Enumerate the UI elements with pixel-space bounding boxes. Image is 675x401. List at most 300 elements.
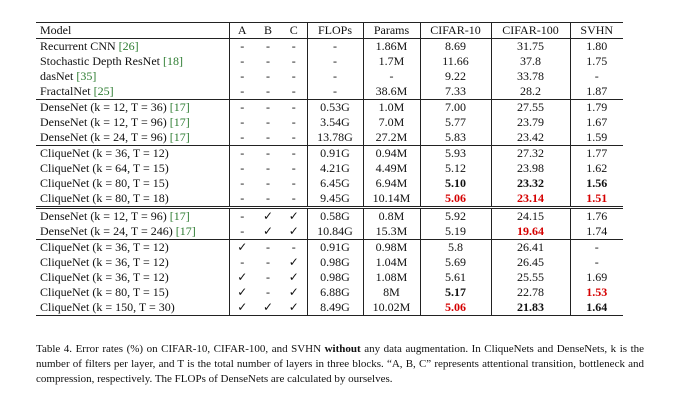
cell-cifar100 xyxy=(491,84,570,100)
table-row xyxy=(36,240,623,256)
cell-cifar100 xyxy=(491,39,570,55)
cell-cifar100 xyxy=(491,285,570,300)
cell-cifar10-value: 5.06 xyxy=(445,300,466,314)
cell-c xyxy=(281,69,307,84)
header-flops: FLOPs xyxy=(307,23,363,39)
cell-b-value: - xyxy=(266,115,270,129)
cell-params-value: 1.86M xyxy=(375,39,408,53)
cell-flops xyxy=(307,285,363,300)
table-row xyxy=(36,270,623,285)
cell-params xyxy=(363,161,420,176)
cell-a xyxy=(229,115,255,130)
model-name: CliqueNet (k = 150, T = 30) xyxy=(40,300,175,314)
cell-cifar10 xyxy=(420,161,491,176)
cell-cifar10-value: 5.8 xyxy=(448,240,463,254)
cell-model xyxy=(36,39,229,55)
cell-params xyxy=(363,130,420,146)
header-c: C xyxy=(281,23,307,39)
cell-flops-value: 0.91G xyxy=(320,146,350,160)
cell-params xyxy=(363,208,420,225)
cell-cifar100 xyxy=(491,115,570,130)
cell-svhn xyxy=(570,161,623,176)
cell-b xyxy=(255,191,281,208)
cell-cifar100-value: 33.78 xyxy=(517,69,544,83)
cell-c xyxy=(281,285,307,300)
cell-flops-value: - xyxy=(333,39,337,53)
cell-flops xyxy=(307,54,363,69)
cell-params xyxy=(363,176,420,191)
cell-cifar100 xyxy=(491,100,570,116)
cell-svhn xyxy=(570,300,623,316)
caption-bold: without xyxy=(324,343,361,355)
cell-cifar10-value: 9.22 xyxy=(445,69,466,83)
citation-link[interactable]: [17] xyxy=(169,115,190,129)
cell-params-value: 15.3M xyxy=(375,224,408,238)
cell-cifar10-value: 5.10 xyxy=(445,176,466,190)
cell-model xyxy=(36,54,229,69)
cell-params-value: 10.14M xyxy=(372,191,411,205)
cell-flops-value: 13.78G xyxy=(317,130,353,144)
cell-cifar100 xyxy=(491,146,570,162)
cell-b xyxy=(255,208,281,225)
cell-svhn xyxy=(570,240,623,256)
cell-b xyxy=(255,69,281,84)
cell-params-value: 4.49M xyxy=(375,161,408,175)
citation-link[interactable]: [26] xyxy=(118,39,139,53)
cell-params-value: - xyxy=(389,69,394,83)
cell-model xyxy=(36,161,229,176)
cell-a-value: - xyxy=(240,224,245,238)
cell-cifar100-value: 27.32 xyxy=(517,146,544,160)
cell-model xyxy=(36,100,229,116)
cell-b xyxy=(255,39,281,55)
cell-a-value: ✓ xyxy=(237,270,248,284)
cell-b-value: - xyxy=(266,191,270,205)
cell-model xyxy=(36,255,229,270)
cell-b xyxy=(255,224,281,240)
cell-c-value: - xyxy=(291,191,296,205)
cell-svhn-value: 1.79 xyxy=(586,100,608,114)
cell-model xyxy=(36,84,229,100)
model-name: DenseNet (k = 12, T = 96) xyxy=(40,209,170,223)
cell-params xyxy=(363,115,420,130)
cell-cifar10-value: 7.33 xyxy=(445,84,466,98)
table-row xyxy=(36,100,623,116)
cell-c-value: - xyxy=(291,100,296,114)
cell-params xyxy=(363,100,420,116)
cell-c xyxy=(281,240,307,256)
cell-c-value: - xyxy=(291,84,296,98)
cell-cifar100 xyxy=(491,191,570,208)
cell-c-value: - xyxy=(291,176,296,190)
cell-a-value: - xyxy=(240,176,245,190)
cell-c xyxy=(281,255,307,270)
cell-a-value: - xyxy=(240,209,245,223)
cell-cifar100-value: 23.32 xyxy=(517,176,544,190)
cell-cifar100-value: 23.79 xyxy=(517,115,544,129)
cell-flops xyxy=(307,270,363,285)
cell-c xyxy=(281,224,307,240)
table-row xyxy=(36,224,623,240)
cell-cifar10 xyxy=(420,130,491,146)
cell-cifar10 xyxy=(420,146,491,162)
cell-cifar10-value: 5.77 xyxy=(445,115,466,129)
cell-b-value: - xyxy=(266,100,270,114)
cell-cifar10 xyxy=(420,224,491,240)
cell-c-value: - xyxy=(291,161,296,175)
cell-params-value: 1.0M xyxy=(378,100,405,114)
cell-svhn-value: 1.75 xyxy=(586,54,608,68)
cell-svhn-value: 1.51 xyxy=(586,191,608,205)
cell-params-value: 10.02M xyxy=(372,300,411,314)
cell-c-value: ✓ xyxy=(288,285,299,299)
cell-svhn-value: 1.69 xyxy=(586,270,608,284)
cell-svhn-value: 1.74 xyxy=(586,224,608,238)
cell-params xyxy=(363,224,420,240)
cell-cifar10-value: 8.69 xyxy=(445,39,466,53)
cell-params-value: 7.0M xyxy=(378,115,405,129)
cell-params xyxy=(363,255,420,270)
cell-cifar10 xyxy=(420,100,491,116)
cell-cifar10-value: 5.19 xyxy=(445,224,466,238)
cell-a xyxy=(229,130,255,146)
cell-a-value: - xyxy=(240,100,245,114)
cell-a-value: ✓ xyxy=(237,285,248,299)
cell-model xyxy=(36,224,229,240)
cell-a xyxy=(229,208,255,225)
cell-b xyxy=(255,285,281,300)
cell-flops xyxy=(307,130,363,146)
cell-svhn xyxy=(570,255,623,270)
cell-flops-value: 6.45G xyxy=(320,176,350,190)
cell-svhn xyxy=(570,191,623,208)
citation-link[interactable]: [18] xyxy=(162,54,183,68)
cell-b xyxy=(255,115,281,130)
citation-link[interactable]: [17] xyxy=(175,224,196,238)
cell-cifar100-value: 22.78 xyxy=(517,285,544,299)
cell-b xyxy=(255,84,281,100)
cell-flops xyxy=(307,161,363,176)
cell-flops-value: 4.21G xyxy=(320,161,350,175)
cell-a-value: - xyxy=(240,161,245,175)
cell-cifar10 xyxy=(420,255,491,270)
table-row xyxy=(36,285,623,300)
cell-params-value: 6.94M xyxy=(375,176,408,190)
cell-flops xyxy=(307,69,363,84)
cell-flops-value: - xyxy=(333,54,337,68)
cell-b-value: - xyxy=(266,176,270,190)
table-row xyxy=(36,161,623,176)
table-row xyxy=(36,208,623,225)
cell-cifar100-value: 23.42 xyxy=(517,130,544,144)
cell-c-value: - xyxy=(291,39,296,53)
cell-c-value: - xyxy=(291,240,296,254)
cell-flops-value: 10.84G xyxy=(317,224,353,238)
cell-c-value: - xyxy=(291,69,296,83)
model-name: FractalNet xyxy=(40,84,94,98)
cell-cifar10 xyxy=(420,84,491,100)
cell-a xyxy=(229,240,255,256)
cell-a xyxy=(229,100,255,116)
table-row xyxy=(36,54,623,69)
table-header-row xyxy=(36,23,623,39)
cell-b xyxy=(255,300,281,316)
cell-params-value: 27.2M xyxy=(375,130,408,144)
model-name: dasNet xyxy=(40,69,77,83)
header-a: A xyxy=(229,23,255,39)
cell-cifar10-value: 5.92 xyxy=(445,209,466,223)
citation-link[interactable]: [25] xyxy=(93,84,114,98)
cell-cifar100 xyxy=(491,176,570,191)
cell-a xyxy=(229,285,255,300)
cell-c xyxy=(281,100,307,116)
cell-a xyxy=(229,54,255,69)
cell-svhn-value: 1.53 xyxy=(586,285,608,299)
cell-b-value: - xyxy=(266,39,270,53)
table-row xyxy=(36,146,623,162)
cell-cifar10 xyxy=(420,300,491,316)
cell-cifar10 xyxy=(420,240,491,256)
cell-b-value: - xyxy=(266,146,270,160)
cell-flops xyxy=(307,84,363,100)
cell-b xyxy=(255,146,281,162)
cell-b-value: - xyxy=(266,255,270,269)
cell-cifar100-value: 25.55 xyxy=(517,270,544,284)
cell-params-value: 0.8M xyxy=(378,209,405,223)
model-name: CliqueNet (k = 36, T = 12) xyxy=(40,240,169,254)
cell-cifar10 xyxy=(420,270,491,285)
table-body xyxy=(36,39,623,316)
cell-flops-value: 0.98G xyxy=(320,270,350,284)
cell-a-value: - xyxy=(240,130,245,144)
cell-flops xyxy=(307,255,363,270)
cell-b-value: ✓ xyxy=(262,224,274,238)
cell-svhn-value: 1.59 xyxy=(586,130,608,144)
cell-svhn-value: 1.56 xyxy=(586,176,608,190)
cell-flops xyxy=(307,39,363,55)
cell-params xyxy=(363,39,420,55)
cell-cifar10 xyxy=(420,208,491,225)
cell-cifar10-value: 5.69 xyxy=(445,255,466,269)
citation-link[interactable]: [35] xyxy=(76,69,97,83)
cell-a-value: - xyxy=(240,255,245,269)
cell-svhn-value: 1.67 xyxy=(586,115,608,129)
cell-svhn-value: 1.76 xyxy=(586,209,608,223)
cell-c-value: ✓ xyxy=(288,270,299,284)
cell-model xyxy=(36,176,229,191)
cell-a-value: - xyxy=(240,69,245,83)
cell-model xyxy=(36,208,229,225)
header-b: B xyxy=(255,23,281,39)
cell-svhn-value: 1.62 xyxy=(586,161,608,175)
citation-link[interactable]: [17] xyxy=(169,100,190,114)
cell-model xyxy=(36,115,229,130)
cell-cifar100 xyxy=(491,54,570,69)
cell-cifar10-value: 5.61 xyxy=(445,270,466,284)
cell-svhn-value: - xyxy=(594,255,599,269)
cell-cifar100-value: 26.45 xyxy=(517,255,544,269)
table-row xyxy=(36,255,623,270)
citation-link[interactable]: [17] xyxy=(169,130,190,144)
table-row xyxy=(36,300,623,316)
cell-a xyxy=(229,255,255,270)
cell-c-value: ✓ xyxy=(288,209,299,223)
model-name: DenseNet (k = 12, T = 36) xyxy=(40,100,170,114)
cell-params xyxy=(363,240,420,256)
cell-flops xyxy=(307,115,363,130)
cell-b xyxy=(255,255,281,270)
cell-params-value: 1.7M xyxy=(378,54,405,68)
cell-flops-value: 0.53G xyxy=(320,100,350,114)
cell-params xyxy=(363,270,420,285)
cell-a xyxy=(229,224,255,240)
cell-cifar10 xyxy=(420,39,491,55)
cell-flops xyxy=(307,176,363,191)
header-cifar10: CIFAR-10 xyxy=(420,23,491,39)
cell-cifar10-value: 5.12 xyxy=(445,161,466,175)
cell-b xyxy=(255,161,281,176)
table-row xyxy=(36,69,623,84)
cell-cifar10 xyxy=(420,115,491,130)
table-row xyxy=(36,115,623,130)
header-svhn: SVHN xyxy=(570,23,623,39)
cell-b-value: - xyxy=(266,285,270,299)
cell-cifar100 xyxy=(491,240,570,256)
caption-part2: any data augmentation. In CliqueNets and DenseNets, k is the number of filters per layer, and T is the total number of layers in three blocks. “A, B, C” represents attentional transition, bottleneck and compression, respectively. The FLOPs of DenseNets are calculated by ourselves. xyxy=(36,343,645,385)
model-name: DenseNet (k = 24, T = 96) xyxy=(40,130,170,144)
cell-c xyxy=(281,176,307,191)
table-row xyxy=(36,84,623,100)
cell-c xyxy=(281,208,307,225)
cell-c xyxy=(281,130,307,146)
citation-link[interactable]: [17] xyxy=(169,209,190,223)
cell-cifar100-value: 21.83 xyxy=(517,300,544,314)
cell-svhn-value: - xyxy=(594,240,599,254)
cell-params-value: 8M xyxy=(383,285,400,299)
cell-a xyxy=(229,69,255,84)
cell-svhn xyxy=(570,84,623,100)
cell-svhn-value: - xyxy=(594,69,599,83)
cell-cifar10-value: 5.06 xyxy=(445,191,466,205)
model-name: CliqueNet (k = 80, T = 15) xyxy=(40,285,169,299)
cell-flops-value: - xyxy=(333,69,337,83)
cell-svhn xyxy=(570,69,623,84)
table-row xyxy=(36,130,623,146)
cell-params xyxy=(363,69,420,84)
model-name: CliqueNet (k = 36, T = 12) xyxy=(40,255,169,269)
cell-svhn xyxy=(570,100,623,116)
cell-svhn-value: 1.64 xyxy=(586,300,608,314)
cell-c xyxy=(281,300,307,316)
cell-flops-value: 9.45G xyxy=(320,191,350,205)
cell-c-value: - xyxy=(291,115,296,129)
cell-a-value: - xyxy=(240,54,245,68)
cell-cifar100 xyxy=(491,224,570,240)
cell-flops-value: 0.58G xyxy=(320,209,350,223)
cell-a xyxy=(229,146,255,162)
cell-cifar10 xyxy=(420,285,491,300)
cell-c xyxy=(281,39,307,55)
cell-svhn-value: 1.77 xyxy=(586,146,608,160)
cell-params xyxy=(363,54,420,69)
model-name: CliqueNet (k = 80, T = 18) xyxy=(40,191,169,205)
cell-a xyxy=(229,300,255,316)
cell-flops xyxy=(307,191,363,208)
cell-model xyxy=(36,146,229,162)
cell-flops xyxy=(307,224,363,240)
cell-svhn xyxy=(570,39,623,55)
cell-params xyxy=(363,300,420,316)
cell-b xyxy=(255,54,281,69)
cell-params-value: 0.94M xyxy=(375,146,408,160)
cell-cifar100-value: 26.41 xyxy=(517,240,544,254)
cell-svhn-value: 1.80 xyxy=(586,39,608,53)
header-cifar100: CIFAR-100 xyxy=(491,23,570,39)
cell-cifar100-value: 27.55 xyxy=(517,100,544,114)
model-name: CliqueNet (k = 80, T = 15) xyxy=(40,176,169,190)
cell-cifar100-value: 28.2 xyxy=(520,84,541,98)
cell-cifar10-value: 5.93 xyxy=(445,146,466,160)
cell-b xyxy=(255,270,281,285)
cell-cifar100 xyxy=(491,255,570,270)
cell-a-value: - xyxy=(240,191,245,205)
caption-part1: Table 4. Error rates (%) on CIFAR-10, CIFAR-100, and SVHN xyxy=(36,343,325,355)
cell-c-value: ✓ xyxy=(288,300,299,314)
cell-b-value: - xyxy=(266,240,270,254)
cell-params xyxy=(363,191,420,208)
cell-cifar100-value: 31.75 xyxy=(517,39,544,53)
cell-b-value: - xyxy=(266,270,270,284)
cell-a xyxy=(229,191,255,208)
cell-c-value: - xyxy=(291,54,296,68)
cell-cifar100-value: 24.15 xyxy=(517,209,544,223)
cell-model xyxy=(36,240,229,256)
cell-c xyxy=(281,115,307,130)
cell-params-value: 1.08M xyxy=(375,270,408,284)
model-name: CliqueNet (k = 64, T = 15) xyxy=(40,161,169,175)
cell-cifar100-value: 37.8 xyxy=(520,54,541,68)
results-table xyxy=(36,22,623,316)
cell-model xyxy=(36,191,229,208)
cell-b xyxy=(255,100,281,116)
header-model: Model xyxy=(36,23,229,39)
cell-a xyxy=(229,84,255,100)
cell-svhn xyxy=(570,146,623,162)
model-name: Stochastic Depth ResNet xyxy=(40,54,163,68)
cell-cifar100-value: 23.14 xyxy=(517,191,544,205)
cell-b xyxy=(255,176,281,191)
cell-params xyxy=(363,84,420,100)
cell-b-value: ✓ xyxy=(262,300,274,314)
cell-flops-value: - xyxy=(333,84,337,98)
cell-b xyxy=(255,130,281,146)
cell-flops xyxy=(307,208,363,225)
cell-cifar10-value: 5.17 xyxy=(445,285,466,299)
cell-svhn xyxy=(570,54,623,69)
model-name: DenseNet (k = 24, T = 246) xyxy=(40,224,176,238)
cell-c-value: ✓ xyxy=(288,224,299,238)
cell-svhn xyxy=(570,130,623,146)
table-row xyxy=(36,39,623,55)
model-name: CliqueNet (k = 36, T = 12) xyxy=(40,270,169,284)
cell-svhn xyxy=(570,224,623,240)
cell-cifar10 xyxy=(420,69,491,84)
cell-a xyxy=(229,270,255,285)
cell-cifar10 xyxy=(420,191,491,208)
cell-svhn xyxy=(570,176,623,191)
cell-cifar10-value: 5.83 xyxy=(445,130,466,144)
cell-cifar100-value: 23.98 xyxy=(517,161,544,175)
